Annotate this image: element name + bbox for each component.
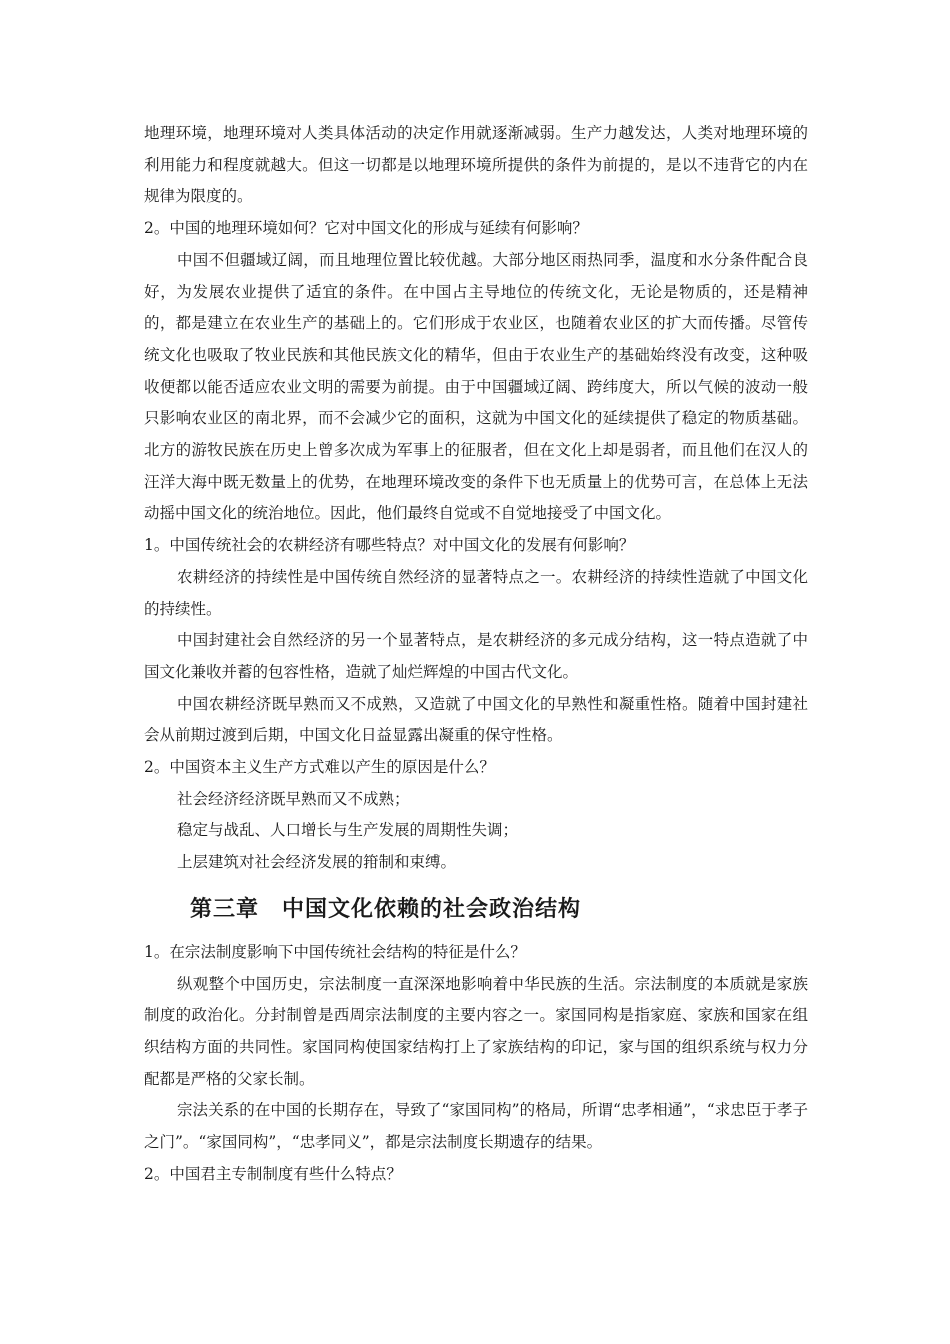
paragraph-geography-answer: 中国不但疆域辽阔，而且地理位置比较优越。大部分地区雨热同季，温度和水分条件配合良好，为发展农业提供了适宜的条件。在中国占主导地位的传统文化，无论是物质的，还是精神的，都是建立在农业生产的基础上的。它们形成于农业区，也随着农业区的扩大而传播。尽管传统文化也吸取了牧业民族和其他民族文化的精华，但由于农业生产的基础始终没有改变，这种吸收便都以能否适应农业文明的需要为前提。由于中国疆域辽阔、跨纬度大，所以气候的波动一般只影响农业区的南北界，而不会减少它的面积，这就为中国文化的延续提供了稳定的物质基础。北方的游牧民族在历史上曾多次成为军事上的征服者，但在文化上却是弱者，而且他们在汉人的汪洋大海中既无数量上的优势，在地理环境改变的条件下也无质量上的优势可言，在总体上无法动摇中国文化的统治地位。因此，他们最终自觉或不自觉地接受了中国文化。 bbox=[144, 250, 808, 523]
list-item-reason-3: 上层建筑对社会经济发展的箝制和束缚。 bbox=[177, 853, 457, 872]
paragraph-geography-intro: 地理环境，地理环境对人类具体活动的决定作用就逐渐减弱。生产力越发达，人类对地理环境的利用能力和程度就越大。但这一切都是以地理环境所提供的条件为前提的，是以不违背它的内在规律为限度的。 bbox=[144, 124, 808, 206]
document-page bbox=[144, 118, 808, 1191]
question-farming-economy: 1。中国传统社会的农耕经济有哪些特点？对中国文化的发展有何影响？ bbox=[144, 536, 635, 555]
chapter-heading: 第三章 中国文化依赖的社会政治结构 bbox=[190, 895, 582, 922]
question-clan-system: 1。在宗法制度影响下中国传统社会结构的特征是什么？ bbox=[144, 942, 526, 961]
list-item-reason-1: 社会经济经济既早熟而又不成熟； bbox=[177, 789, 410, 808]
question-autocracy: 2。中国君主专制制度有些什么特点？ bbox=[144, 1164, 402, 1183]
paragraph-clan-system: 纵观整个中国历史，宗法制度一直深深地影响着中华民族的生活。宗法制度的本质就是家族制度的政治化。分封制曾是西周宗法制度的主要内容之一。家国同构是指家庭、家族和国家在组织结构方面的共同性。家国同构使国家结构打上了家族结构的印记，家与国的组织系统与权力分配都是严格的父家长制。 bbox=[144, 974, 808, 1088]
question-geography: 2。中国的地理环境如何？它对中国文化的形成与延续有何影响？ bbox=[144, 219, 588, 238]
paragraph-farming-diversity: 中国封建社会自然经济的另一个显著特点，是农耕经济的多元成分结构，这一特点造就了中国文化兼收并蓄的包容性格，造就了灿烂辉煌的中国古代文化。 bbox=[144, 631, 808, 681]
list-item-reason-2: 稳定与战乱、人口增长与生产发展的周期性失调； bbox=[177, 821, 519, 840]
paragraph-farming-maturity: 中国农耕经济既早熟而又不成熟，又造就了中国文化的早熟性和凝重性格。随着中国封建社会从前期过渡到后期，中国文化日益显露出凝重的保守性格。 bbox=[144, 694, 808, 745]
paragraph-farming-continuity: 农耕经济的持续性是中国传统自然经济的显著特点之一。农耕经济的持续性造就了中国文化的持续性。 bbox=[144, 567, 808, 618]
question-capitalism: 2。中国资本主义生产方式难以产生的原因是什么？ bbox=[144, 758, 495, 777]
paragraph-family-state: 宗法关系的在中国的长期存在，导致了“家国同构”的格局，所谓“忠孝相通”，“求忠臣于孝子之门”。“家国同构”，“忠孝同义”，都是宗法制度长期遗存的结果。 bbox=[144, 1101, 808, 1152]
